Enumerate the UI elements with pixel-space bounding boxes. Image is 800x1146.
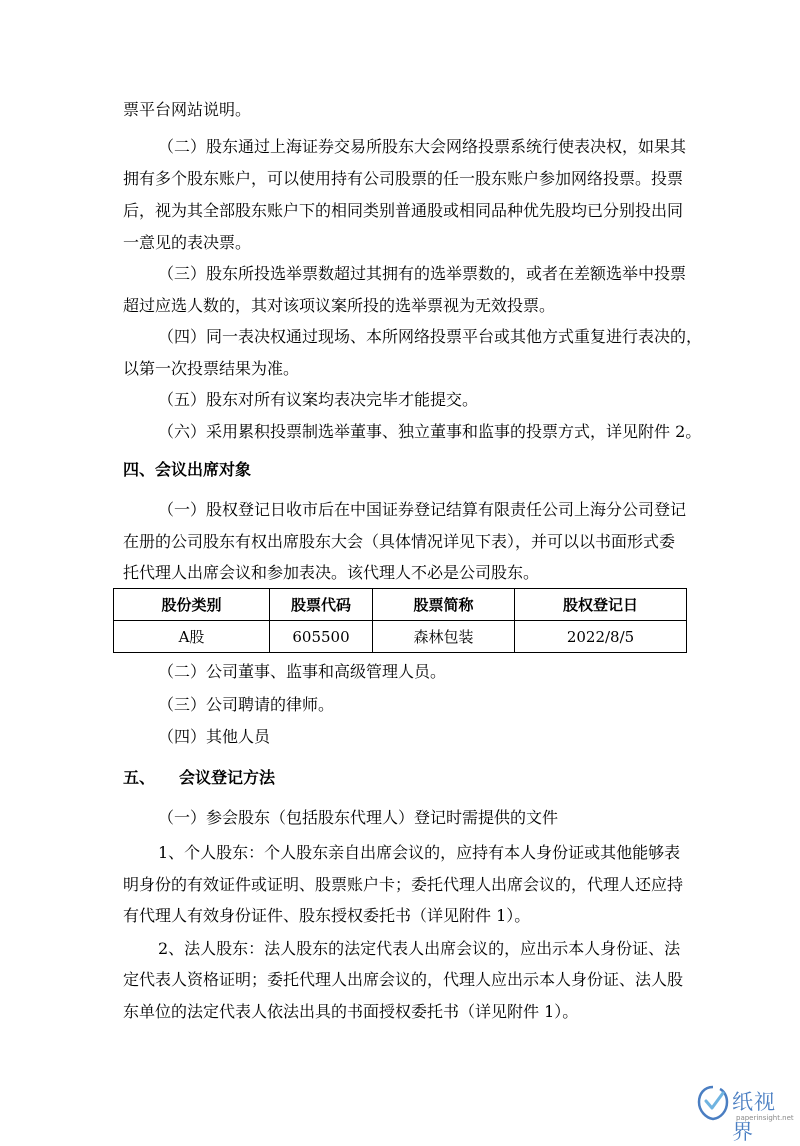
table-cell: 605500 [270,621,373,653]
watermark-title: 纸视界 [732,1090,776,1144]
table-row [114,621,687,653]
para-line: 1、个人股东：个人股东亲自出席会议的，应持有本人身份证或其他能够表 [158,843,681,862]
para-line: 东单位的法定代表人依法出具的书面授权委托书（详见附件 1）。 [123,1002,579,1021]
para-line: （五）股东对所有议案均表决完毕才能提交。 [158,390,479,409]
section-heading: 四、会议出席对象 [123,460,252,479]
table-cell: 森林包装 [373,621,515,653]
table-cell: 2022/8/5 [515,621,687,653]
para-line: 一意见的表决票。 [123,233,252,252]
table-cell: A股 [114,621,270,653]
para-line: （六）采用累积投票制选举董事、独立董事和监事的投票方式，详见附件 2。 [158,422,702,441]
watermark-url: paperinsight.net [736,1114,794,1122]
table-header-cell: 股票代码 [270,589,373,621]
table-header-cell: 股票简称 [373,589,515,621]
para-line: （三）股东所投选举票数超过其拥有的选举票数的，或者在差额选举中投票 [158,264,687,283]
para-line: 拥有多个股东账户，可以使用持有公司股票的任一股东账户参加网络投票。投票 [123,169,684,188]
para-line: 定代表人资格证明；委托代理人出席会议的，代理人应出示本人身份证、法人股 [123,970,684,989]
table-header-row [114,589,687,621]
registration-table [113,588,687,653]
paperinsight-logo-icon [696,1084,730,1122]
para-line: 票平台网站说明。 [123,100,252,119]
watermark [696,1084,796,1144]
para-line: （四）同一表决权通过现场、本所网络投票平台或其他方式重复进行表决的， [158,327,703,346]
para-line: （二）公司董事、监事和高级管理人员。 [158,662,447,681]
para-line: （一）参会股东（包括股东代理人）登记时需提供的文件 [158,808,559,827]
para-line: 有代理人有效身份证件、股东授权委托书（详见附件 1）。 [123,906,531,925]
para-line: （三）公司聘请的律师。 [158,695,335,714]
para-line: 2、法人股东：法人股东的法定代表人出席会议的，应出示本人身份证、法 [158,939,681,958]
para-line: （一）股权登记日收市后在中国证券登记结算有限责任公司上海分公司登记 [158,500,687,519]
para-line: 托代理人出席会议和参加表决。该代理人不必是公司股东。 [123,563,540,582]
para-line: （二）股东通过上海证券交易所股东大会网络投票系统行使表决权，如果其 [158,137,687,156]
para-line: 在册的公司股东有权出席股东大会（具体情况详见下表），并可以以书面形式委 [123,532,676,551]
para-line: 后，视为其全部股东账户下的相同类别普通股或相同品种优先股均已分别投出同 [123,201,684,220]
para-line: 以第一次投票结果为准。 [123,359,300,378]
para-line: （四）其他人员 [158,727,271,746]
para-line: 超过应选人数的，其对该项议案所投的选举票视为无效投票。 [123,296,556,315]
table-header-cell: 股份类别 [114,589,270,621]
section-heading: 五、 会议登记方法 [123,768,276,787]
table-header-cell: 股权登记日 [515,589,687,621]
para-line: 明身份的有效证件或证明、股票账户卡；委托代理人出席会议的，代理人还应持 [123,875,684,894]
